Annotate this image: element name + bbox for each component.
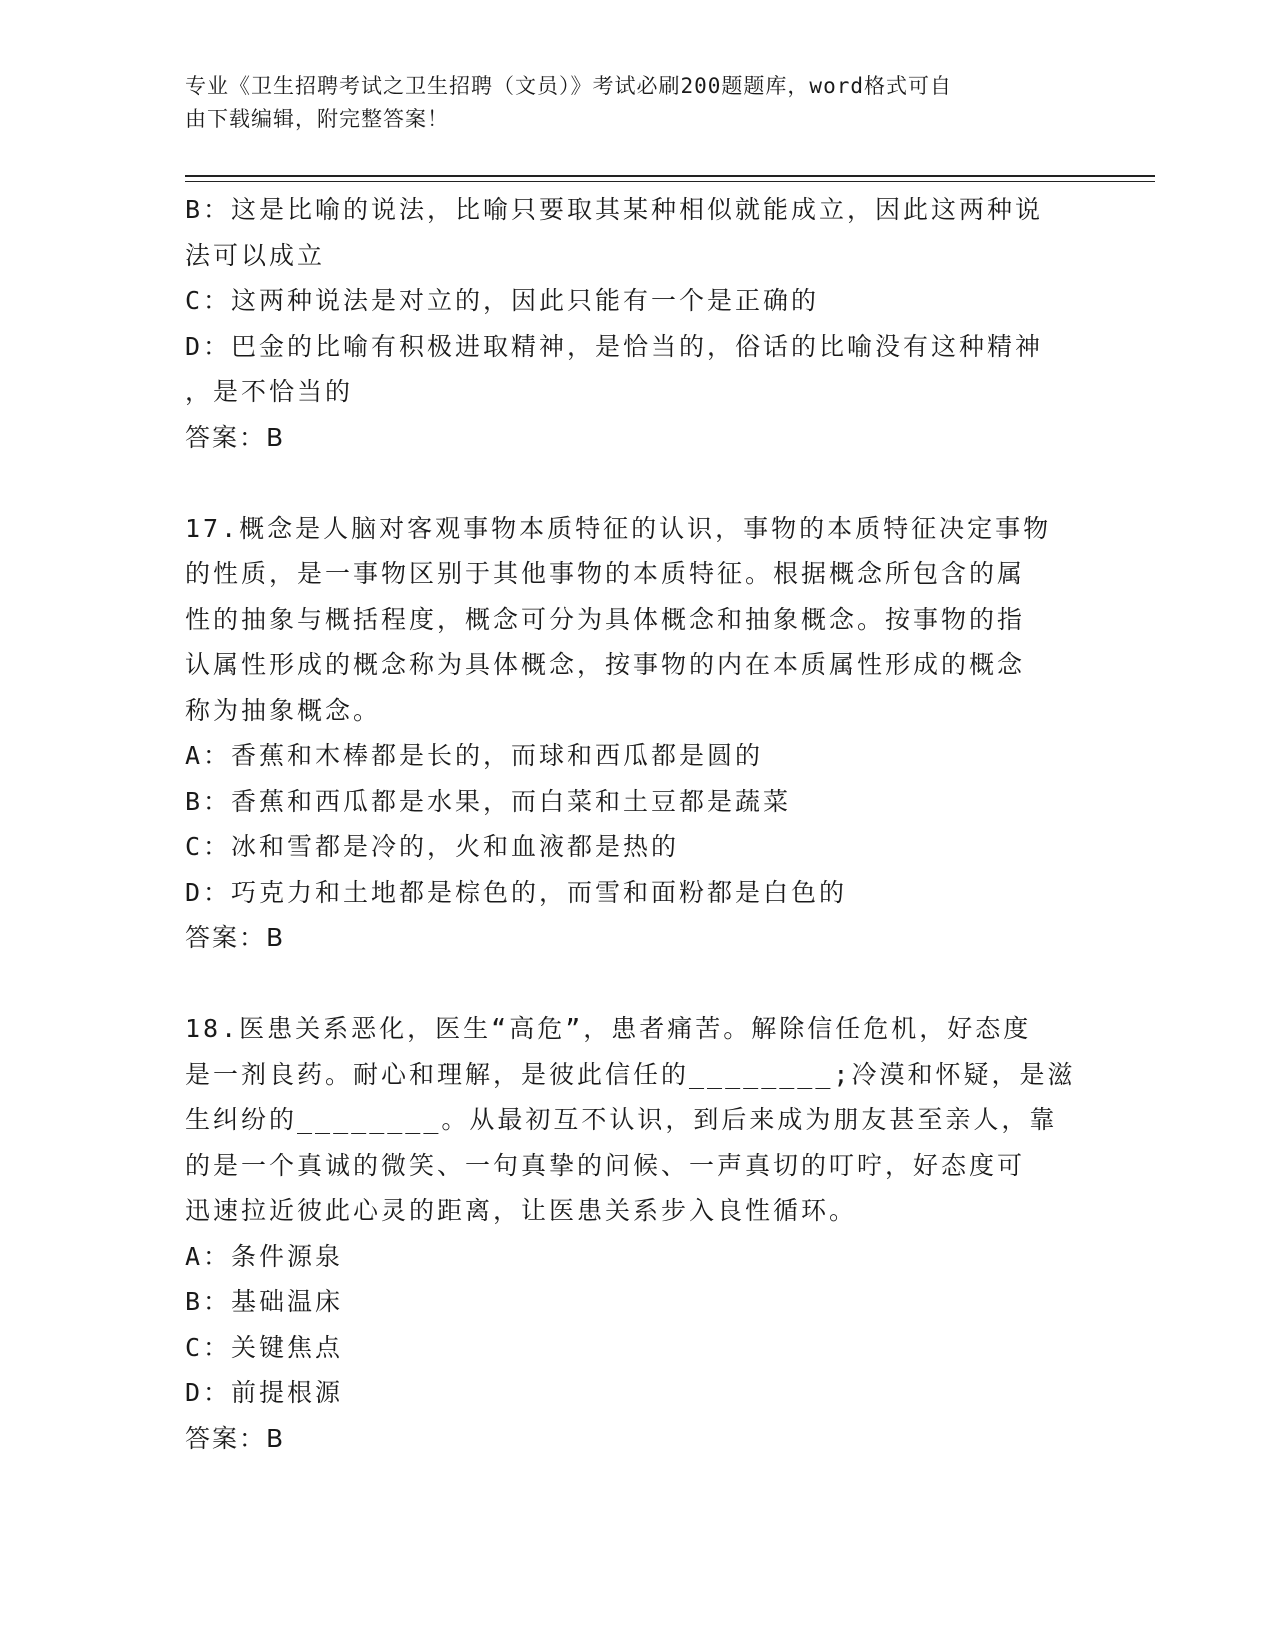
question-stem-line: 称为抽象概念。	[185, 695, 382, 725]
option-d-line: D：巴金的比喻有积极进取精神，是恰当的，俗话的比喻没有这种精神	[185, 331, 1044, 361]
option-d: D：前提根源	[185, 1378, 344, 1407]
document-header	[185, 70, 1065, 136]
question-stem-line: 性的抽象与概括程度，概念可分为具体概念和抽象概念。按事物的指	[185, 604, 1026, 634]
question-17	[185, 506, 1075, 961]
option-a: A：条件源泉	[185, 1241, 344, 1271]
header-divider-thin	[185, 181, 1155, 182]
question-stem-line: 生纠纷的________。从最初互不认识，到后来成为朋友甚至亲人，靠	[185, 1105, 1058, 1134]
option-c: C：冰和雪都是冷的，火和血液都是热的	[185, 832, 680, 861]
question-stem-line: 迅速拉近彼此心灵的距离，让医患关系步入良性循环。	[185, 1196, 858, 1225]
option-b-line: 法可以成立	[185, 240, 326, 270]
option-d: D：巧克力和土地都是棕色的，而雪和面粉都是白色的	[185, 877, 848, 907]
option-b: B：基础温床	[185, 1287, 344, 1316]
question-stem-line: 是一剂良药。耐心和理解，是彼此信任的________;冷漠和怀疑，是滋	[185, 1059, 1076, 1089]
question-17-answer: 答案：B	[185, 923, 286, 952]
question-16-options	[185, 187, 1075, 415]
question-18-answer: 答案：B	[185, 1423, 286, 1453]
header-line: 由下载编辑，附完整答案！	[185, 107, 449, 131]
header-divider	[185, 175, 1155, 177]
option-d-line: ，是不恰当的	[185, 377, 354, 406]
question-18	[185, 1006, 1075, 1461]
option-b: B：香蕉和西瓜都是水果，而白菜和土豆都是蔬菜	[185, 786, 792, 816]
option-a: A：香蕉和木棒都是长的，而球和西瓜都是圆的	[185, 741, 764, 770]
header-line: 专业《卫生招聘考试之卫生招聘（文员）》考试必刷200题题库，word格式可自	[185, 74, 952, 98]
document-body	[185, 187, 1075, 1461]
spacer	[185, 961, 1075, 1007]
spacer	[185, 460, 1075, 506]
question-16-answer: 答案：B	[185, 422, 286, 452]
question-stem-line: 认属性形成的概念称为具体概念，按事物的内在本质属性形成的概念	[185, 650, 1026, 679]
option-c: C：这两种说法是对立的，因此只能有一个是正确的	[185, 286, 820, 315]
option-c: C：关键焦点	[185, 1332, 344, 1362]
question-stem-line: 的是一个真诚的微笑、一句真挚的问候、一声真切的叮咛，好态度可	[185, 1150, 1026, 1180]
option-b-line: B：这是比喻的说法，比喻只要取其某种相似就能成立，因此这两种说	[185, 195, 1044, 224]
question-stem-line: 18.医患关系恶化，医生“高危”，患者痛苦。解除信任危机，好态度	[185, 1014, 1032, 1043]
question-stem-line: 的性质，是一事物区别于其他事物的本质特征。根据概念所包含的属	[185, 559, 1026, 588]
question-stem-line: 17.概念是人脑对客观事物本质特征的认识，事物的本质特征决定事物	[185, 513, 1052, 543]
